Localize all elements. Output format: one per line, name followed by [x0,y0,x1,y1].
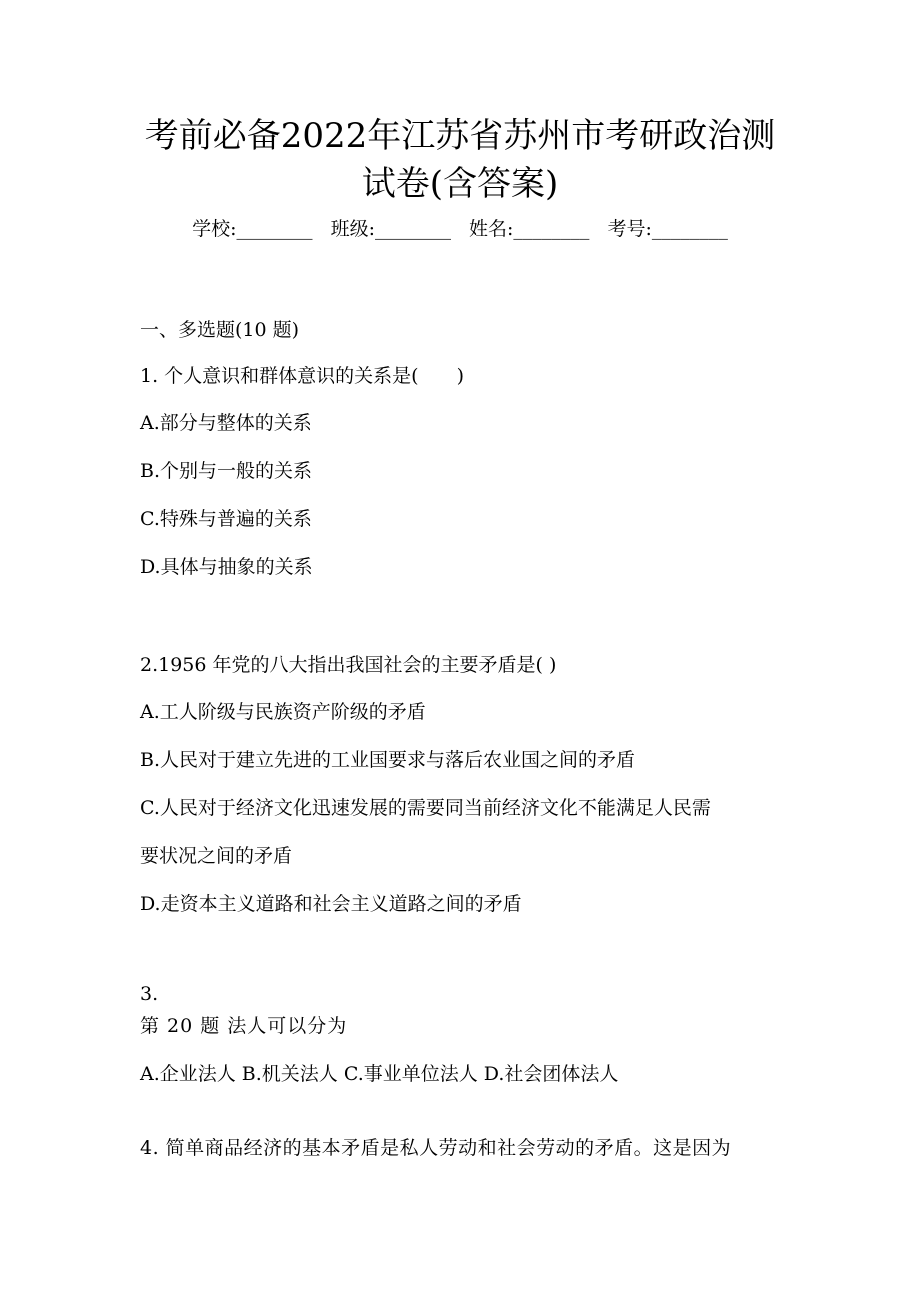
class-field: 班级:________ [330,218,451,240]
question-1-option-c: C.特殊与普遍的关系 [140,508,312,530]
school-field: 学校:________ [192,218,313,240]
section-heading: 一、多选题(10 题) [140,319,300,341]
student-info-row [0,216,920,242]
question-2-option-d: D.走资本主义道路和社会主义道路之间的矛盾 [140,893,522,915]
document-title-line-2: 试卷(含答案) [361,164,559,204]
question-4-stem: 4. 简单商品经济的基本矛盾是私人劳动和社会劳动的矛盾。这是因为 [140,1137,732,1159]
document-title-line-1: 考前必备2022年江苏省苏州市考研政治测 [144,116,776,156]
question-3-number: 3. [140,983,159,1005]
question-2-stem: 2.1956 年党的八大指出我国社会的主要矛盾是( ) [140,654,557,676]
exam-number-field: 考号:________ [607,218,728,240]
question-2-option-b: B.人民对于建立先进的工业国要求与落后农业国之间的矛盾 [140,749,636,771]
question-2-option-c: C.人民对于经济文化迅速发展的需要同当前经济文化不能满足人民需 [140,797,711,819]
question-3-options: A.企业法人 B.机关法人 C.事业单位法人 D.社会团体法人 [140,1063,619,1085]
question-1-option-d: D.具体与抽象的关系 [140,556,313,578]
name-field: 姓名:________ [469,218,590,240]
question-1-option-b: B.个别与一般的关系 [140,460,313,482]
question-3-stem: 第 20 题 法人可以分为 [140,1015,348,1037]
question-1-option-a: A.部分与整体的关系 [140,412,312,434]
question-2-option-c-continued: 要状况之间的矛盾 [140,845,293,867]
question-2-option-a: A.工人阶级与民族资产阶级的矛盾 [140,701,426,723]
question-1-stem: 1. 个人意识和群体意识的关系是( ) [140,365,464,387]
